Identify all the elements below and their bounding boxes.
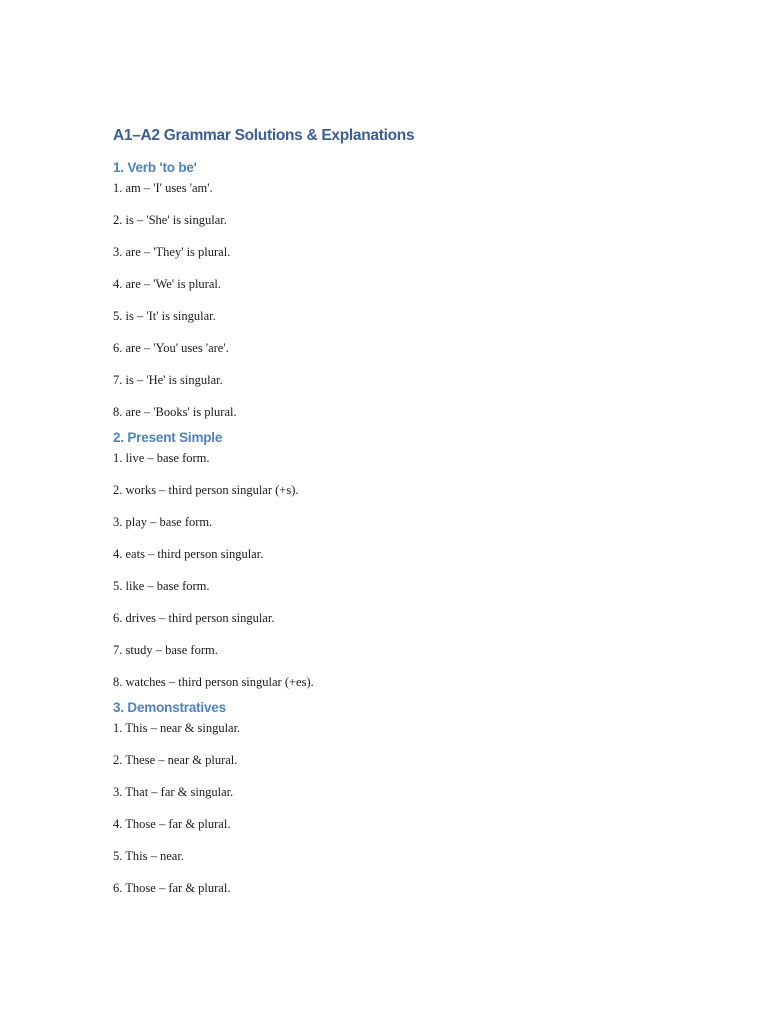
list-item: 8. watches – third person singular (+es). (113, 675, 314, 689)
document-page (113, 124, 713, 896)
section-items (113, 180, 713, 420)
list-item: 4. are – 'We' is plural. (113, 277, 221, 291)
list-item: 6. Those – far & plural. (113, 881, 231, 895)
list-item: 5. is – 'It' is singular. (113, 309, 216, 323)
list-item: 1. This – near & singular. (113, 721, 241, 735)
document-title: A1–A2 Grammar Solutions & Explanations (113, 127, 415, 144)
list-item: 5. like – base form. (113, 579, 210, 593)
section-heading: 2. Present Simple (113, 430, 223, 445)
list-item: 2. is – 'She' is singular. (113, 213, 227, 227)
section-present-simple (113, 428, 713, 690)
list-item: 8. are – 'Books' is plural. (113, 405, 237, 419)
section-demonstratives (113, 698, 713, 896)
list-item: 3. That – far & singular. (113, 785, 234, 799)
list-item: 7. study – base form. (113, 643, 218, 657)
list-item: 3. are – 'They' is plural. (113, 245, 231, 259)
list-item: 1. live – base form. (113, 451, 210, 465)
section-items (113, 720, 713, 896)
list-item: 4. eats – third person singular. (113, 547, 264, 561)
list-item: 7. is – 'He' is singular. (113, 373, 223, 387)
list-item: 6. drives – third person singular. (113, 611, 275, 625)
list-item: 4. Those – far & plural. (113, 817, 231, 831)
section-heading: 3. Demonstratives (113, 700, 226, 715)
list-item: 6. are – 'You' uses 'are'. (113, 341, 229, 355)
list-item: 2. These – near & plural. (113, 753, 238, 767)
list-item: 1. am – 'I' uses 'am'. (113, 181, 213, 195)
section-heading: 1. Verb 'to be' (113, 160, 197, 175)
list-item: 5. This – near. (113, 849, 184, 863)
section-verb-to-be (113, 158, 713, 420)
list-item: 2. works – third person singular (+s). (113, 483, 299, 497)
list-item: 3. play – base form. (113, 515, 213, 529)
section-items (113, 450, 713, 690)
